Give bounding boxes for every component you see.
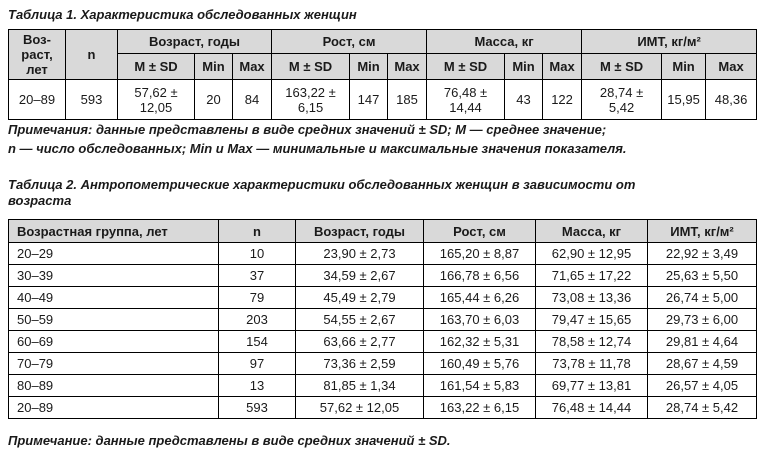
t2-cell: 26,57 ± 4,05 — [648, 375, 757, 397]
t2-cell: 81,85 ± 1,34 — [296, 375, 424, 397]
t1-cell-bmi-min: 15,95 — [662, 80, 706, 120]
t1-cell-group: 20–89 — [9, 80, 66, 120]
t2-cell: 40–49 — [9, 287, 219, 309]
table-row — [9, 331, 757, 353]
t1-cell-n: 593 — [66, 80, 118, 120]
t2-cell: 203 — [219, 309, 296, 331]
table2-note: Примечание: данные представлены в виде средних значений ± SD. — [8, 433, 451, 448]
t2-header-4: Масса, кг — [536, 220, 648, 243]
t1-header-mass: Масса, кг — [427, 30, 582, 54]
table-row — [9, 309, 757, 331]
t2-cell: 73,78 ± 11,78 — [536, 353, 648, 375]
t2-cell: 60–69 — [9, 331, 219, 353]
t2-cell: 593 — [219, 397, 296, 419]
t1-cell-mass-msd: 76,48 ± 14,44 — [427, 80, 505, 120]
t2-header-5: ИМТ, кг/м² — [648, 220, 757, 243]
t2-cell: 63,66 ± 2,77 — [296, 331, 424, 353]
table1 — [8, 29, 757, 120]
t2-cell: 166,78 ± 6,56 — [424, 265, 536, 287]
t1-cell-bmi-max: 48,36 — [706, 80, 757, 120]
t1-cell-age-max: 84 — [233, 80, 272, 120]
t2-cell: 165,44 ± 6,26 — [424, 287, 536, 309]
t1-cell-height-min: 147 — [350, 80, 388, 120]
t1-cell-mass-max: 122 — [543, 80, 582, 120]
t2-cell: 76,48 ± 14,44 — [536, 397, 648, 419]
t2-cell: 29,73 ± 6,00 — [648, 309, 757, 331]
t2-cell: 62,90 ± 12,95 — [536, 243, 648, 265]
t1-header-height: Рост, см — [272, 30, 427, 54]
table-row — [9, 287, 757, 309]
t2-cell: 161,54 ± 5,83 — [424, 375, 536, 397]
t1-sub-age-msd: M ± SD — [118, 54, 195, 80]
table-row — [9, 80, 757, 120]
t2-header-2: Возраст, годы — [296, 220, 424, 243]
t2-cell: 26,74 ± 5,00 — [648, 287, 757, 309]
t1-sub-height-max: Max — [388, 54, 427, 80]
table-row — [9, 265, 757, 287]
t2-cell: 79,47 ± 15,65 — [536, 309, 648, 331]
t2-cell: 20–29 — [9, 243, 219, 265]
t2-cell: 69,77 ± 13,81 — [536, 375, 648, 397]
t2-cell: 13 — [219, 375, 296, 397]
table-row — [9, 397, 757, 419]
t2-cell: 28,67 ± 4,59 — [648, 353, 757, 375]
t1-sub-mass-min: Min — [505, 54, 543, 80]
t1-header-n: n — [66, 30, 118, 80]
t2-cell: 97 — [219, 353, 296, 375]
t1-cell-mass-min: 43 — [505, 80, 543, 120]
t1-cell-bmi-msd: 28,74 ± 5,42 — [582, 80, 662, 120]
t1-header-bmi: ИМТ, кг/м² — [582, 30, 757, 54]
t2-cell: 79 — [219, 287, 296, 309]
t2-cell: 34,59 ± 2,67 — [296, 265, 424, 287]
t1-header-age: Возраст, годы — [118, 30, 272, 54]
t2-cell: 165,20 ± 8,87 — [424, 243, 536, 265]
table-row — [9, 353, 757, 375]
t1-sub-age-min: Min — [195, 54, 233, 80]
t1-sub-bmi-msd: M ± SD — [582, 54, 662, 80]
t2-header-0: Возрастная группа, лет — [9, 220, 219, 243]
t2-cell: 54,55 ± 2,67 — [296, 309, 424, 331]
t2-cell: 30–39 — [9, 265, 219, 287]
t2-cell: 20–89 — [9, 397, 219, 419]
t1-sub-bmi-min: Min — [662, 54, 706, 80]
t1-sub-mass-max: Max — [543, 54, 582, 80]
t2-header-1: n — [219, 220, 296, 243]
t2-cell: 57,62 ± 12,05 — [296, 397, 424, 419]
t1-cell-height-msd: 163,22 ± 6,15 — [272, 80, 350, 120]
t1-cell-age-min: 20 — [195, 80, 233, 120]
t2-cell: 70–79 — [9, 353, 219, 375]
t2-header-3: Рост, см — [424, 220, 536, 243]
t2-cell: 160,49 ± 5,76 — [424, 353, 536, 375]
table-row — [9, 375, 757, 397]
t2-cell: 154 — [219, 331, 296, 353]
t2-cell: 73,08 ± 13,36 — [536, 287, 648, 309]
table1-note-line1: Примечания: данные представлены в виде средних значений ± SD; M — среднее значение; — [8, 122, 607, 137]
t2-cell: 162,32 ± 5,31 — [424, 331, 536, 353]
t1-sub-age-max: Max — [233, 54, 272, 80]
t2-cell: 80–89 — [9, 375, 219, 397]
table2-title-line1: Таблица 2. Антропометрические характеристики обследованных женщин в зависимости от — [8, 177, 636, 192]
t1-cell-age-msd: 57,62 ± 12,05 — [118, 80, 195, 120]
table2 — [8, 219, 757, 419]
t1-sub-mass-msd: M ± SD — [427, 54, 505, 80]
t2-cell: 25,63 ± 5,50 — [648, 265, 757, 287]
t2-cell: 78,58 ± 12,74 — [536, 331, 648, 353]
t1-sub-height-msd: M ± SD — [272, 54, 350, 80]
t2-cell: 71,65 ± 17,22 — [536, 265, 648, 287]
t2-cell: 163,70 ± 6,03 — [424, 309, 536, 331]
t1-sub-height-min: Min — [350, 54, 388, 80]
t2-cell: 50–59 — [9, 309, 219, 331]
table1-title: Таблица 1. Характеристика обследованных женщин — [8, 7, 357, 22]
t2-cell: 163,22 ± 6,15 — [424, 397, 536, 419]
t2-cell: 28,74 ± 5,42 — [648, 397, 757, 419]
table2-title-line2: возраста — [8, 193, 72, 208]
table-row — [9, 243, 757, 265]
t2-cell: 23,90 ± 2,73 — [296, 243, 424, 265]
t2-cell: 29,81 ± 4,64 — [648, 331, 757, 353]
t2-cell: 37 — [219, 265, 296, 287]
t2-cell: 22,92 ± 3,49 — [648, 243, 757, 265]
t2-cell: 45,49 ± 2,79 — [296, 287, 424, 309]
t1-cell-height-max: 185 — [388, 80, 427, 120]
t2-cell: 73,36 ± 2,59 — [296, 353, 424, 375]
t1-sub-bmi-max: Max — [706, 54, 757, 80]
t1-header-age-group: Воз- раст, лет — [9, 30, 66, 80]
t2-cell: 10 — [219, 243, 296, 265]
table1-note-line2: n — число обследованных; Min и Max — минимальные и максимальные значения показателя. — [8, 141, 627, 156]
